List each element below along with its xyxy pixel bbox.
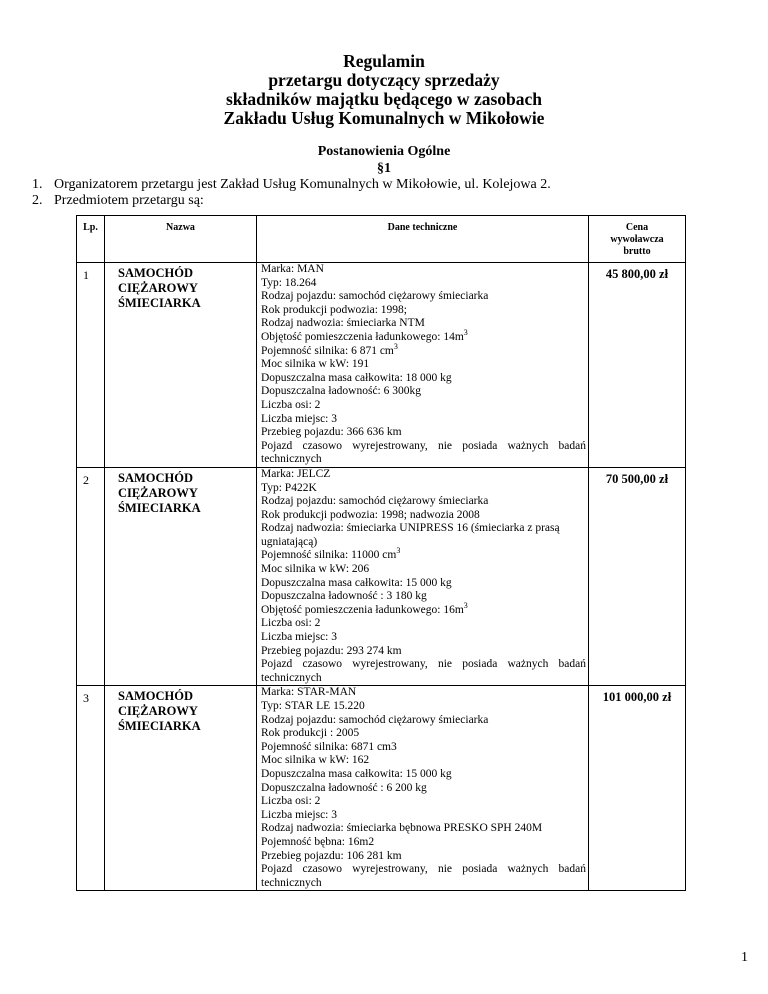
header-specs: Dane techniczne — [257, 216, 589, 263]
spec-line: Rodzaj nadwozia: śmieciarka bębnowa PRESKO SPH 240M — [261, 822, 543, 835]
spec-line: Moc silnika w kW: 191 — [261, 358, 370, 371]
spec-line: Rodzaj nadwozia: śmieciarka NTM — [261, 317, 425, 330]
row-lp: 3 — [77, 686, 105, 891]
spec-line: Marka: MAN — [261, 263, 324, 275]
spec-line: Dopuszczalna ładowność: 6 300kg — [261, 385, 422, 398]
section-heading: Postanowienia Ogólne — [317, 144, 451, 159]
spec-line: Liczba miejsc: 3 — [261, 808, 337, 821]
spec-line: Przebieg pojazdu: 366 636 km — [261, 426, 402, 439]
name-line: SAMOCHÓD — [118, 266, 193, 280]
list-item-text: Organizatorem przetargu jest Zakład Usług Komunalnych w Mikołowie, ul. Kolejowa 2. — [54, 177, 551, 192]
spec-line: Przebieg pojazdu: 293 274 km — [261, 644, 402, 657]
spec-line: Typ: P422K — [261, 481, 317, 494]
table-header-row — [77, 216, 686, 263]
spec-line: Liczba miejsc: 3 — [261, 631, 337, 644]
spec-line — [261, 546, 586, 563]
list-item-text: Przedmiotem przetargu są: — [54, 193, 204, 208]
spec-line: Dopuszczalna masa całkowita: 15 000 kg — [261, 576, 452, 589]
list-item-number: 1. — [32, 177, 43, 192]
list-item-number: 2. — [32, 193, 43, 208]
spec-line: Rodzaj pojazdu: samochód ciężarowy śmieciarka — [261, 713, 489, 726]
spec-line: Rok produkcji podwozia: 1998; — [261, 303, 407, 316]
spec-line: Typ: 18.264 — [261, 276, 317, 289]
header-price — [589, 216, 686, 263]
spec-sup: 3 — [463, 328, 468, 338]
header-name: Nazwa — [105, 216, 257, 263]
spec-line: Dopuszczalna masa całkowita: 15 000 kg — [261, 767, 452, 780]
list-item — [32, 193, 551, 209]
row-lp: 2 — [77, 467, 105, 686]
header-price-line: brutto — [623, 246, 651, 257]
spec-line: Pojazd czasowo wyrejestrowany, nie posiada ważnych badań technicznych — [261, 658, 586, 684]
name-line: CIĘŻAROWY — [118, 281, 198, 295]
spec-line: Liczba osi: 2 — [261, 795, 321, 808]
row-specs — [257, 467, 589, 686]
items-table — [76, 215, 686, 891]
spec-text: Pojemność silnika: 6 871 cm — [261, 344, 394, 357]
spec-line: Pojazd czasowo wyrejestrowany, nie posiada ważnych badań technicznych — [261, 863, 586, 889]
spec-line: Pojazd czasowo wyrejestrowany, nie posiada ważnych badań technicznych — [261, 439, 586, 466]
spec-line: Pojemność silnika: 6871 cm3 — [261, 740, 397, 753]
header-lp: Lp. — [77, 216, 105, 263]
title-line: składników majątku będącego w zasobach — [225, 89, 543, 109]
spec-line: Liczba miejsc: 3 — [261, 412, 337, 425]
name-line: ŚMIECIARKA — [118, 719, 201, 734]
spec-line: Marka: STAR-MAN — [261, 686, 357, 699]
section-paragraph-sign: §1 — [377, 161, 391, 176]
row-specs — [257, 263, 589, 468]
spec-line: Marka: JELCZ — [261, 467, 331, 480]
name-line: SAMOCHÓD — [118, 470, 193, 485]
spec-text: Pojemność silnika: 11000 cm — [261, 549, 397, 562]
row-lp: 1 — [77, 263, 105, 468]
spec-text: Objętość pomieszczenia ładunkowego: 16m — [261, 603, 464, 616]
list-item — [32, 177, 551, 193]
spec-line: Moc silnika w kW: 206 — [261, 563, 370, 576]
title-line: Regulamin — [343, 51, 425, 71]
name-line: ŚMIECIARKA — [118, 296, 201, 310]
intro-list — [32, 177, 551, 209]
spec-line: Rodzaj pojazdu: samochód ciężarowy śmieciarka — [261, 290, 489, 303]
spec-line: Rok produkcji : 2005 — [261, 727, 360, 740]
row-name — [105, 263, 257, 468]
table-row — [77, 467, 686, 686]
spec-sup: 3 — [463, 601, 468, 611]
spec-line: Pojemność bębna: 16m2 — [261, 835, 375, 848]
title-line: przetargu dotyczący sprzedaży — [268, 70, 500, 90]
header-price-line: Cena — [625, 222, 649, 233]
spec-line: Dopuszczalna ładowność : 6 200 kg — [261, 781, 427, 794]
spec-line: Przebieg pojazdu: 106 281 km — [261, 849, 402, 862]
row-price: 70 500,00 zł — [589, 467, 686, 686]
spec-line: Typ: STAR LE 15.220 — [261, 700, 365, 712]
name-line: CIĘŻAROWY — [118, 704, 198, 719]
name-line: SAMOCHÓD — [118, 689, 193, 704]
spec-line: Rodzaj pojazdu: samochód ciężarowy śmieciarka — [261, 495, 489, 508]
spec-line: Liczba osi: 2 — [261, 617, 321, 630]
spec-line: Dopuszczalna masa całkowita: 18 000 kg — [261, 371, 452, 384]
spec-line — [261, 341, 586, 359]
page-number: 1 — [741, 950, 748, 965]
row-specs — [257, 686, 589, 891]
table-row — [77, 686, 686, 891]
spec-line: Dopuszczalna ładowność : 3 180 kg — [261, 590, 427, 603]
row-name — [105, 467, 257, 686]
name-line: ŚMIECIARKA — [118, 500, 201, 515]
spec-text: Objętość pomieszczenia ładunkowego: 14m — [261, 330, 464, 343]
spec-line — [261, 328, 586, 345]
header-price-line: wywoławcza — [610, 234, 664, 245]
row-price: 45 800,00 zł — [589, 263, 686, 468]
spec-sup: 3 — [396, 546, 401, 556]
section-header — [0, 143, 768, 177]
spec-line: Rodzaj nadwozia: śmieciarka UNIPRESS 16 (śmieciarka z prasą ugniatającą) — [261, 522, 560, 548]
table-row — [77, 263, 686, 468]
document-title — [0, 52, 768, 128]
row-name — [105, 686, 257, 891]
spec-line: Moc silnika w kW: 162 — [261, 754, 370, 767]
spec-sup: 3 — [393, 341, 398, 351]
title-line: Zakładu Usług Komunalnych w Mikołowie — [223, 108, 545, 128]
name-line: CIĘŻAROWY — [118, 485, 198, 500]
row-price: 101 000,00 zł — [589, 686, 686, 891]
spec-line — [261, 601, 586, 618]
spec-line: Rok produkcji podwozia: 1998; nadwozia 2008 — [261, 508, 480, 521]
spec-line: Liczba osi: 2 — [261, 398, 321, 411]
